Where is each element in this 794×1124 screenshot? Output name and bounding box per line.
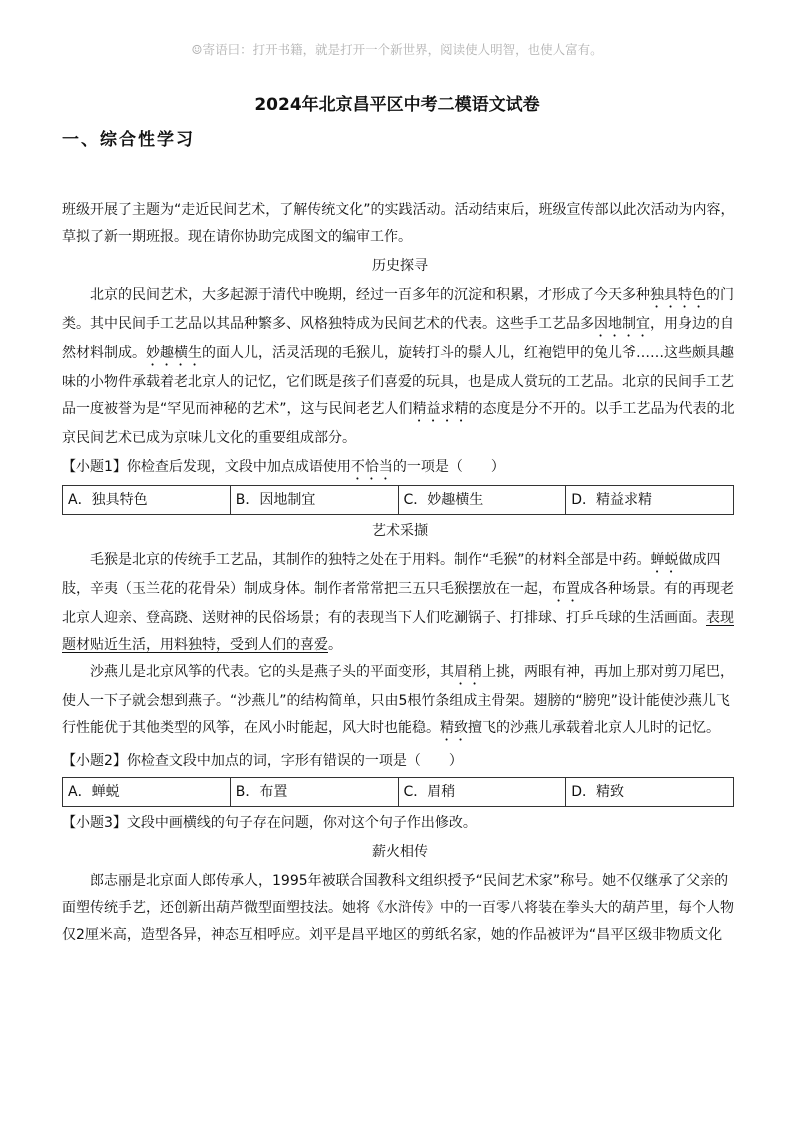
- dotted-word: 不恰当: [350, 459, 393, 475]
- exam-content: [62, 197, 738, 949]
- text-run: 的一项是（ ）: [392, 459, 505, 475]
- text-run: 沙燕儿是北京风筝的代表。它的头是燕子头的平面变形，其: [90, 664, 454, 680]
- heritage-paragraph: 郎志丽是北京面人郎传承人，1995年被联合国教科文组织授予“民间艺术家”称号。她不仅继承了父亲的面塑传统手艺，还创新出葫芦微型面塑技法。她将《水浒传》中的一百零八将装在拳头大的葫芦里，每个人物仅2厘米高，造型各异，神态互相呼应。刘平是昌平地区的剪纸名家，她的作品被评为“昌平区级非物质文化: [62, 873, 734, 943]
- dotted-word-1: 蝉蜕: [650, 552, 679, 568]
- section-heading: 一、综合性学习: [62, 130, 195, 150]
- shayaner-paragraph: [62, 659, 738, 744]
- text-run: ，用身边的自然材料制成。: [62, 316, 734, 361]
- history-paragraph: [62, 282, 738, 452]
- text-run: 做成四肢，辛夷（玉兰花的花骨朵）制成身体。制作者常常把三五只毛猴摆放在一起，: [62, 552, 721, 597]
- header-motto: ☺寄语曰：打开书籍，就是打开一个新世界，阅读使人明智，也使人富有。: [191, 42, 603, 57]
- question-1-options: [62, 485, 734, 515]
- question-2: 【小题2】你检查文段中加点的词，字形有错误的一项是（ ）: [62, 753, 463, 769]
- dotted-idiom-2: 因地制宜: [594, 316, 650, 332]
- question-2-options: [62, 777, 734, 807]
- text-run: 擅飞的沙燕儿承载着北京人儿时的记忆。: [468, 720, 720, 736]
- dotted-word-2: 布置: [552, 581, 580, 597]
- underlined-sentence: 表现题材贴近生活，用料独特，受到人们的喜爱: [62, 610, 734, 653]
- part-heading-history: 历史探寻: [372, 258, 428, 274]
- text-run: 的态度是分不开的。以手工艺品为代表的北京民间艺术已成为京味儿文化的重要组成部分。: [62, 401, 735, 446]
- text-run: 成各种场景。有的再现老北京人迎亲、登高跷、送财神的民俗场景；有的表现当下人们吃涮锅子、打排球、打乒乓球的生活画面。: [62, 581, 734, 626]
- dotted-idiom-3: 妙趣横生: [146, 345, 202, 361]
- question-3: 【小题3】文段中画横线的句子存在问题，你对这个句子作出修改。: [62, 815, 477, 831]
- q2-option-b[interactable]: B．布置: [230, 778, 398, 807]
- q1-option-c[interactable]: C．妙趣横生: [398, 486, 566, 515]
- text-run: 北京的民间艺术，大多起源于清代中晚期，经过一百多年的沉淀和积累，才形成了今天多种: [90, 287, 650, 303]
- text-run: 上挑，两眼有神，再加上那对剪刀尾巴，使人一下子就会想到燕子。“沙燕儿”的结构简单，只由5根竹条组成主骨架。翅膀的“膀兜”设计能使沙燕儿飞行性能优于其他类型的风筝，在风小时能起，风大时也能稳。: [62, 664, 734, 736]
- text-run: 的面人儿，活灵活现的毛猴儿，旋转打斗的鬃人儿，红袍铠甲的兔儿爷……这些颇具趣味的小物件承载着老北京人的记忆，它们既是孩子们喜爱的玩具，也是成人赏玩的工艺品。北京的民间手工艺品一度被誉为是“罕见而神秘的艺术”，这与民间老艺人们: [62, 345, 734, 417]
- text-run: 【小题1】你检查后发现，文段中加点成语使用: [62, 459, 351, 475]
- q2-option-a[interactable]: A．蝉蜕: [63, 778, 231, 807]
- page-title: 2024年北京昌平区中考二模语文试卷: [254, 95, 540, 115]
- q1-option-d[interactable]: D．精益求精: [566, 486, 734, 515]
- q2-option-d[interactable]: D．精致: [566, 778, 734, 807]
- question-1: [62, 454, 738, 483]
- intro-paragraph: [62, 197, 738, 251]
- part-heading-heritage: 薪火相传: [372, 844, 428, 860]
- q1-option-b[interactable]: B．因地制宜: [230, 486, 398, 515]
- text-run: 。: [328, 637, 342, 653]
- q2-option-c[interactable]: C．眉稍: [398, 778, 566, 807]
- intro-line: 容，草拟了新一期班报。现在请你协助完成图文的编审工作。: [62, 202, 735, 245]
- maohou-paragraph: [62, 547, 738, 659]
- dotted-word-4: 精致: [440, 720, 468, 736]
- text-run: 的门类。其中民间手工艺品以其品种繁多、风格独特成为民间艺术的代表。这些手工艺品多: [62, 287, 734, 332]
- text-run: 毛猴是北京的传统手工艺品，其制作的独特之处在于用料。制作“毛猴”的材料全部是中药。: [90, 552, 651, 568]
- dotted-idiom-4: 精益求精: [412, 401, 469, 417]
- dotted-word-3: 眉稍: [454, 664, 482, 680]
- intro-line: 班级开展了主题为“走近民间艺术，了解传统文化”的实践活动。活动结束后，班级宣传部以此次活动为内: [62, 202, 707, 218]
- dotted-idiom-1: 独具特色: [650, 287, 706, 303]
- part-heading-art: 艺术采撷: [372, 523, 428, 539]
- q1-option-a[interactable]: A．独具特色: [63, 486, 231, 515]
